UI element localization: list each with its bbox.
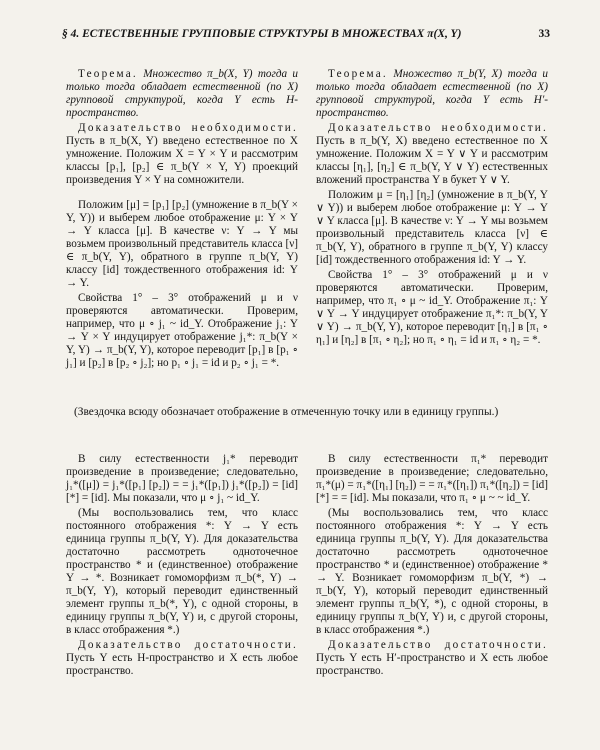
paragraph: (Мы воспользовались тем, что класс постоянного отображения *: Y → Y есть единица группы π_b(Y, Y). Для доказательства достаточно рассмотреть одноточечное пространство * и (единственное) отображение Y → *. Возникает гомоморфизм π_b(*, Y) → π_b(Y, Y), который переводит единственный элемент группы π_b(*, Y), с одной стороны, в единицу группы π_b(Y, Y) и, с другой стороны, в класс отображения *.) bbox=[66, 507, 298, 636]
paragraph: Положим [μ] = [p₁] [p₂] (умножение в π_b(Y × Y, Y)) и выберем любое отображение μ: Y × Y → Y класса [μ]. В качестве ν: Y → Y мы возьмем произвольный представитель класса [ν] ∈ π_b(Y, Y), обратного в группе π_b(Y, Y) классу [id] тождественного отображения id: Y → Y. bbox=[66, 199, 298, 289]
paragraph: Свойства 1° – 3° отображений μ и ν проверяются автоматически. Проверим, например, что μ ∘ j₁ ~ id_Y. Отображение j₁: Y → Y × Y индуцирует отображение j₁*: π_b(Y × Y, Y) → π_b(Y, Y), которое переводит [p₁] в [p₁ ∘ j₁] и [p₂] в [p₂ ∘ j₂]; но p₁ ∘ j₁ = id и p₂ ∘ j₁ = *. bbox=[66, 292, 298, 369]
proof-text: Пусть в π_b(Y, X) введено естественное по X умножение. Положим X = Y ∨ Y и рассмотрим классы [η₁], [η₂] ∈ π_b(Y, Y ∨ Y) естественных вложений пространства Y в букет Y ∨ Y. bbox=[316, 135, 548, 186]
full-width-note bbox=[62, 406, 548, 420]
theorem-label: Теорема. bbox=[328, 68, 388, 80]
page-number: 33 bbox=[538, 28, 550, 40]
left-column-top bbox=[66, 68, 298, 372]
theorem-statement: Множество π_b(Y, X) тогда и только тогда обладает естественной (по X) групповой структурой, когда Y есть H′-пространство. bbox=[316, 68, 549, 119]
theorem-label: Теорема. bbox=[78, 68, 138, 80]
proof-label: Доказательство необходимости. bbox=[78, 122, 298, 134]
right-column-bottom bbox=[316, 453, 548, 680]
proof-label: Доказательство достаточности. bbox=[78, 639, 298, 651]
paragraph: В силу естественности π₁* переводит произведение в произведение; следовательно, π₁*(μ) = π₁*([η₁] [η₂]) = = π₁*([η₁]) π₁*([η₂]) = [id] [*] = = [id]. Мы показали, что π₁ ∘ μ ~ ~ id_Y. bbox=[316, 453, 548, 504]
proof-label: Доказательство достаточности. bbox=[328, 639, 548, 651]
paragraph: (Звездочка всюду обозначает отображение в отмеченную точку или в единицу группы.) bbox=[74, 406, 499, 418]
paragraph: В силу естественности j₁* переводит произведение в произведение; следовательно, j₁*([μ]) = j₁*([p₁] [p₂]) = = j₁*([p₁]) j₁*([p₂]) = [id] [*] = [id]. Мы показали, что μ ∘ j₁ ~ id_Y. bbox=[66, 453, 298, 504]
theorem-statement: Множество π_b(X, Y) тогда и только тогда обладает естественной (по X) групповой структурой, когда Y есть H-пространство. bbox=[66, 68, 299, 119]
left-column-bottom bbox=[66, 453, 298, 680]
paragraph: Свойства 1° – 3° отображений μ и ν проверяются автоматически. Проверим, например, что π₁ ∘ μ ~ id_Y. Отображение π₁: Y ∨ Y → Y индуцирует отображение π₁*: π_b(Y, Y ∨ Y) → π_b(Y, Y), которое переводит [η₁] в [π₁ ∘ η₁] и [η₂] в [π₁ ∘ η₂]; но π₁ ∘ η₁ = id и π₁ ∘ η₂ = *. bbox=[316, 269, 548, 346]
proof-text: Пусть в π_b(X, Y) введено естественное по X умножение. Положим X = Y × Y и рассмотрим классы [p₁], [p₂] ∈ π_b(Y × Y, Y) проекций произведения Y × Y на сомножители. bbox=[66, 135, 298, 186]
proof-text: Пусть Y есть H′-пространство и X есть любое пространство. bbox=[316, 652, 548, 677]
running-title: § 4. ЕСТЕСТВЕННЫЕ ГРУППОВЫЕ СТРУКТУРЫ В МНОЖЕСТВАХ π(X, Y) bbox=[62, 28, 462, 40]
proof-text: Пусть Y есть H-пространство и X есть любое пространство. bbox=[66, 652, 298, 677]
paragraph: (Мы воспользовались тем, что класс постоянного отображения *: Y → Y есть единица группы π_b(Y, Y). Для доказательства достаточно рассмотреть одноточечное пространство * и (единственное) отображение * → Y. Возникает гомоморфизм π_b(Y, *) → π_b(Y, Y), который переводит единственный элемент группы π_b(Y, *), с одной стороны, в единицу группы π_b(Y, Y) и, с другой стороны, в класс отображения *.) bbox=[316, 507, 548, 636]
paragraph: Положим μ = [η₁] [η₂] (умножение в π_b(Y, Y ∨ Y)) и выберем любое отображение μ: Y → Y ∨ Y класса [μ]. В качестве ν: Y → Y мы возьмем произвольный представитель класса [ν] ∈ π_b(Y, Y), обратного в группе π_b(Y, Y) классу [id] тождественного отображения id: Y → Y. bbox=[316, 189, 548, 266]
running-header bbox=[62, 28, 550, 48]
right-column-top bbox=[316, 68, 548, 349]
proof-label: Доказательство необходимости. bbox=[328, 122, 548, 134]
